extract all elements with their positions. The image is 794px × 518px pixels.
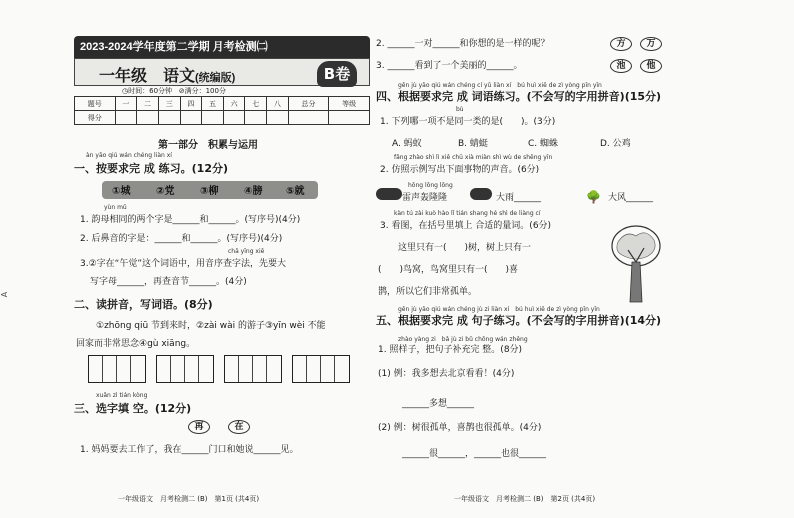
thunder-cloud-icon — [376, 188, 402, 200]
right-footer: 一年级语文 月考检测二 (B) 第2页 (共4页) — [454, 495, 596, 503]
score-cell-3[interactable] — [158, 111, 180, 125]
rain-answer: 大雨______ — [496, 193, 542, 203]
chip-3: ③柳 — [200, 186, 219, 197]
q3-option-1: 池 — [610, 59, 632, 73]
score-header-9: 总分 — [288, 97, 329, 111]
sec4-q3-line3: 鹊，所以它们非常孤单。 — [378, 287, 478, 297]
score-header-5: 五 — [202, 97, 224, 111]
sec2-line2: 回家而非常思念④gù xiāng。 — [76, 339, 196, 349]
score-cell-8[interactable] — [267, 111, 289, 125]
sec5-q1: 1. 照样子，把句子补充完 整。(8分) — [378, 345, 523, 355]
q2-line: 2. ______一对______和你想的是一样的呢？ — [376, 39, 550, 49]
chip-4: ④膀 — [244, 186, 263, 197]
sec1-q3-line1: 3.②字在“午觉”这个词语中，用音序查字法，先要大 — [80, 259, 286, 269]
writing-grid-3[interactable] — [224, 355, 282, 383]
sec5-ex2: (2) 例：树很孤单，喜鹊也很孤单。(4分) — [378, 423, 542, 433]
q1-pinyin: yùn mǔ — [104, 204, 127, 211]
left-footer: 一年级语文 月考检测二 (B) 第1页 (共4页) — [118, 495, 260, 503]
sec3-q1: 1. 妈妈要去工作了，我在______门口和她说______见。 — [80, 445, 299, 455]
q3-pinyin: chā yīng xiě — [228, 248, 265, 255]
score-header-8: 八 — [267, 97, 289, 111]
option-a: A. 蚂蚁 — [392, 139, 422, 149]
example-text: 雷声轰隆隆 — [402, 193, 448, 203]
score-cell-1[interactable] — [115, 111, 137, 125]
page-title: 一年级 语文(统编版) — [99, 68, 236, 85]
option-zai4-at: 在 — [228, 420, 250, 434]
chip-5: ⑤就 — [286, 186, 305, 197]
sec4-q2: 2. 仿照示例写出下面事物的声音。(6分) — [380, 165, 540, 175]
sec5-q1-pinyin: zhào yàng zi bǎ jù zi bǔ chōng wán zhěng — [398, 336, 528, 343]
example-pinyin: hōng lōng lōng — [408, 182, 453, 189]
sec1-q2: 2. 后鼻音的字是：______和______。(写序号)(4分) — [80, 234, 283, 244]
score-header-1: 一 — [115, 97, 137, 111]
exam-banner: 2023-2024学年度第二学期 月考检测㈡ — [74, 36, 370, 58]
b-tag: B卷 — [317, 61, 357, 87]
sec1-pinyin: àn yāo qiú wán chéng liàn xí — [86, 152, 172, 159]
q3-option-2: 他 — [640, 59, 662, 73]
wind-icon: 🌳 — [586, 190, 601, 204]
wind-answer: 大风______ — [608, 193, 654, 203]
score-cell-5[interactable] — [202, 111, 224, 125]
sec4-pinyin: gēn jù yāo qiú wán chéng cí yǔ liàn xí bú huì xiě de zì yòng pīn yīn — [398, 82, 602, 89]
sec4-title: 四、根据要求完 成 词语练习。(不会写的字用拼音)(15分) — [376, 90, 662, 103]
sec2-line1: ①zhōng qiū 节到来时，②zài wài 的游子③yīn wèi 不能 — [96, 321, 326, 331]
sec4-q3-pinyin: kàn tú zài kuò hào lǐ tián shang hé shì de liàng cí — [394, 210, 541, 217]
q2-option-2: 万 — [640, 37, 662, 51]
score-header-7: 七 — [245, 97, 267, 111]
sec1-title: 一、按要求完 成 练习。(12分) — [74, 162, 229, 175]
sec4-q3-line2: ( )鸟窝，鸟窝里只有一( )喜 — [378, 265, 519, 275]
writing-grid-2[interactable] — [156, 355, 214, 383]
sec3-title: 三、选字填 空。(12分) — [74, 402, 192, 415]
score-header-4: 四 — [180, 97, 202, 111]
option-d: D. 公鸡 — [600, 139, 631, 149]
option-zai4: 再 — [188, 420, 210, 434]
side-mark: A — [0, 291, 10, 298]
score-row-label: 得分 — [75, 111, 116, 125]
sec4-q1: 1. 下列哪一项不是同一类的是( )。(3分) — [380, 117, 556, 127]
sec4-q3: 3. 看图，在括号里填上 合适的量词。(6分) — [380, 221, 552, 231]
sec4-q3-line1: 这里只有一( )树，树上只有一 — [398, 243, 532, 253]
writing-grid-4[interactable] — [292, 355, 350, 383]
score-cell-6[interactable] — [223, 111, 245, 125]
sec1-q1: 1. 韵母相同的两个字是______和______。(写序号)(4分) — [80, 215, 301, 225]
left-page — [60, 0, 362, 518]
sec2-title: 二、读拼音，写词语。(8分) — [74, 298, 213, 311]
sec3-pinyin: xuǎn zì tián kòng — [96, 392, 148, 399]
score-cell-10[interactable] — [329, 111, 370, 125]
sec5-title: 五、根据要求完 成 句子练习。(不会写的字用拼音)(14分) — [376, 314, 662, 327]
title-row — [74, 58, 370, 86]
score-header-3: 三 — [158, 97, 180, 111]
score-header-6: 六 — [223, 97, 245, 111]
score-cell-4[interactable] — [180, 111, 202, 125]
option-b: B. 蜻蜓 — [458, 139, 488, 149]
q2-option-1: 方 — [610, 37, 632, 51]
score-header-0: 题号 — [75, 97, 116, 111]
score-table — [74, 96, 370, 125]
exam-info: ◷时间：60分钟 ⊘满分：100分 — [122, 87, 226, 95]
part-title: 第一部分 积累与运用 — [158, 140, 258, 151]
writing-grid-1[interactable] — [88, 355, 146, 383]
right-page — [372, 0, 672, 518]
q3-line: 3. ______看到了一个美丽的______。 — [376, 61, 523, 71]
sec5-ex1: (1) 例：我多想去北京看看！(4分) — [378, 369, 515, 379]
score-header-2: 二 — [137, 97, 159, 111]
sec1-q3-line2: 写字母______，再查音节______。(4分) — [90, 277, 247, 287]
sec5-ex2-answer: ______很______，______也很______ — [402, 449, 547, 459]
option-c: C. 蜘蛛 — [528, 139, 559, 149]
score-cell-2[interactable] — [137, 111, 159, 125]
check-icon: ⊘ — [178, 87, 185, 95]
tree-illustration — [610, 222, 662, 306]
sec4-q2-pinyin: fǎng zhào shì lì xiě chū xià miàn shì wù de shēng yīn — [394, 154, 553, 161]
sec4-q1-pinyin: bù — [456, 106, 464, 113]
clock-icon: ◷ — [122, 87, 129, 95]
chip-1: ①城 — [112, 186, 131, 197]
sec5-pinyin: gēn jù yāo qiú wán chéng jù zi liàn xí bú huì xiě de zì yòng pīn yīn — [398, 306, 600, 313]
score-cell-7[interactable] — [245, 111, 267, 125]
rain-cloud-icon — [470, 188, 492, 200]
sec5-ex1-answer: ______多想______ — [402, 399, 475, 409]
chip-2: ②党 — [156, 186, 175, 197]
score-cell-9[interactable] — [288, 111, 329, 125]
score-header-10: 等级 — [329, 97, 370, 111]
